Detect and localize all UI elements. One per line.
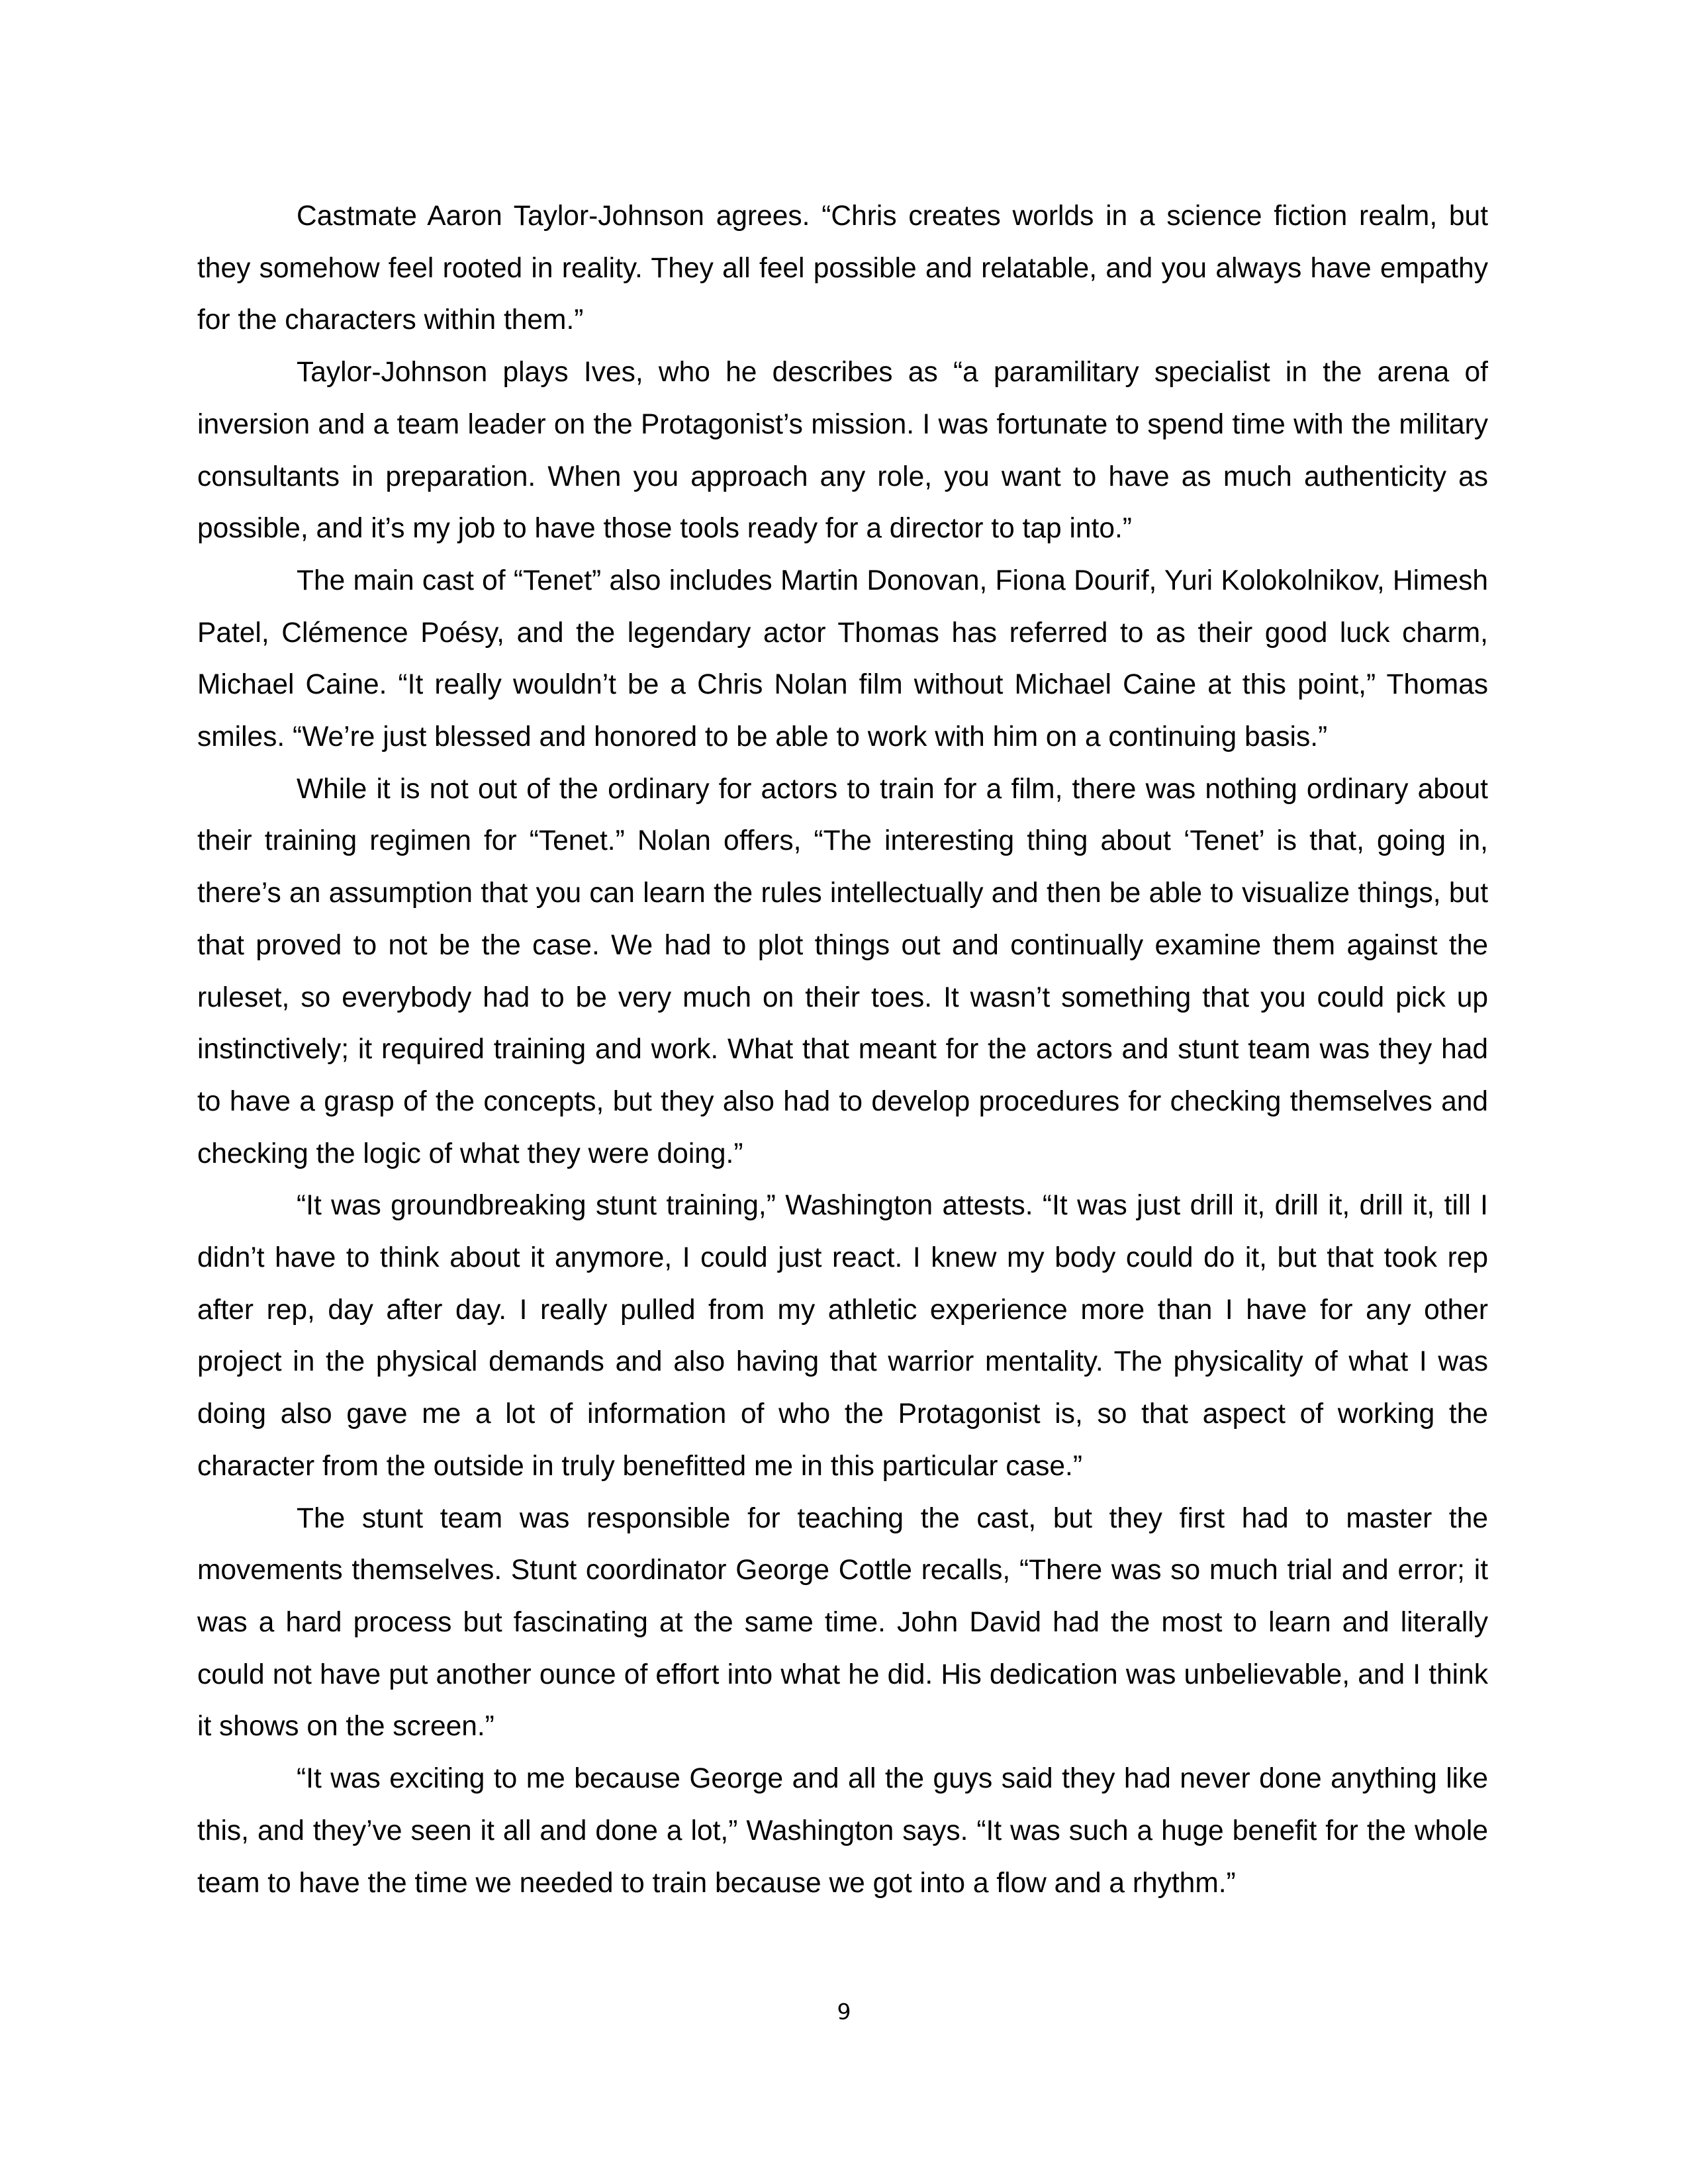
paragraph-7: “It was exciting to me because George and all the guys said they had never done anything like this, and they’ve seen it all and done a lot,” Washington says. “It was such a huge benefit for the whole team to have the time we needed to train because we got into a flow and a rhythm.” <box>197 1763 1488 1899</box>
paragraph-6: The stunt team was responsible for teaching the cast, but they first had to master the movements themselves. Stunt coordinator George Cottle recalls, “There was so much trial and error; it was a hard process but fascinating at the same time. John David had the most to learn and literally could not have put another ounce of effort into what he did. His dedication was unbelievable, and I think it shows on the screen.” <box>197 1502 1488 1743</box>
paragraph-2: Taylor-Johnson plays Ives, who he describes as “a paramilitary specialist in the arena of inversion and a team leader on the Protagonist’s mission. I was fortunate to spend time with the military consultants in preparation. When you approach any role, you want to have as much authenticity as possible, and it’s my job to have those tools ready for a director to tap into.” <box>197 357 1488 545</box>
page-number: 9 <box>837 1999 851 2025</box>
paragraph-5: “It was groundbreaking stunt training,” Washington attests. “It was just drill it, drill it, drill it, till I didn’t have to think about it anymore, I could just react. I knew my body could do it, but that took rep after rep, day after day. I really pulled from my athletic experience more than I have for any other project in the physical demands and also having that warrior mentality. The physicality of what I was doing also gave me a lot of information of who the Protagonist is, so that aspect of working the character from the outside in truly benefitted me in this particular case.” <box>197 1190 1488 1482</box>
body-text <box>197 191 1488 1909</box>
paragraph-1: Castmate Aaron Taylor-Johnson agrees. “Chris creates worlds in a science fiction realm, but they somehow feel rooted in reality. They all feel possible and relatable, and you always have empathy for the characters within them.” <box>197 201 1488 336</box>
paragraph-3: The main cast of “Tenet” also includes Martin Donovan, Fiona Dourif, Yuri Kolokolnikov, Himesh Patel, Clémence Poésy, and the legendary actor Thomas has referred to as their good luck charm, Michael Caine. “It really wouldn’t be a Chris Nolan film without Michael Caine at this point,” Thomas smiles. “We’re just blessed and honored to be able to work with him on a continuing basis.” <box>197 565 1488 753</box>
paragraph-4: While it is not out of the ordinary for actors to train for a film, there was nothing ordinary about their training regimen for “Tenet.” Nolan offers, “The interesting thing about ‘Tenet’ is that, going in, there’s an assumption that you can learn the rules intellectually and then be able to visualize things, but that proved to not be the case. We had to plot things out and continually examine them against the ruleset, so everybody had to be very much on their toes. It wasn’t something that you could pick up instinctively; it required training and work. What that meant for the actors and stunt team was they had to have a grasp of the concepts, but they also had to develop procedures for checking themselves and checking the logic of what they were doing.” <box>197 773 1488 1169</box>
